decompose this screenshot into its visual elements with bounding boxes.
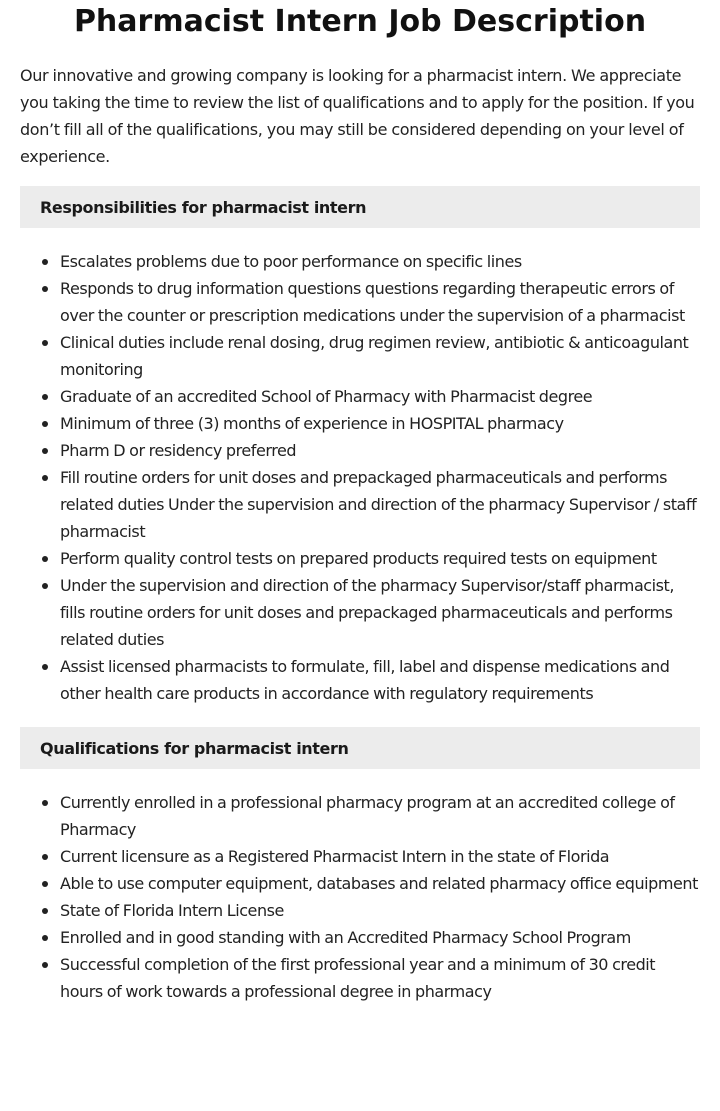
bullet-icon: [42, 935, 48, 941]
list-item-text: Able to use computer equipment, databases and related pharmacy office equipment: [60, 874, 698, 893]
responsibilities-list: [20, 248, 700, 707]
bullet-icon: [42, 448, 48, 454]
list-item-text: Perform quality control tests on prepared products required tests on equipment: [60, 549, 657, 568]
list-item: [60, 437, 700, 464]
list-item-text: Successful completion of the first professional year and a minimum of 30 credit hours of work towards a professional degree in pharmacy: [60, 955, 656, 1001]
bullet-icon: [42, 421, 48, 427]
bullet-icon: [42, 556, 48, 562]
qualifications-heading: Qualifications for pharmacist intern: [20, 727, 700, 769]
list-item-text: Fill routine orders for unit doses and prepackaged pharmaceuticals and performs related duties Under the supervision and direction of the pharmacy Supervisor / staff pharmacist: [60, 468, 697, 541]
qualifications-list: [20, 789, 700, 1005]
list-item: [60, 275, 700, 329]
list-item-text: Responds to drug information questions questions regarding therapeutic errors of over the counter or prescription medications under the supervision of a pharmacist: [60, 279, 685, 325]
list-item-text: Graduate of an accredited School of Pharmacy with Pharmacist degree: [60, 387, 593, 406]
list-item: [60, 545, 700, 572]
bullet-icon: [42, 394, 48, 400]
list-item-text: Current licensure as a Registered Pharmacist Intern in the state of Florida: [60, 847, 610, 866]
intro-paragraph: Our innovative and growing company is looking for a pharmacist intern. We appreciate you taking the time to review the list of qualifications and to apply for the position. If you don’t fill all of the qualifications, you may still be considered depending on your level of experience.: [20, 66, 695, 166]
bullet-icon: [42, 962, 48, 968]
list-item: [60, 464, 700, 545]
bullet-icon: [42, 286, 48, 292]
bullet-icon: [42, 881, 48, 887]
list-item-text: Pharm D or residency preferred: [60, 441, 297, 460]
page-title: Pharmacist Intern Job Description: [73, 4, 647, 39]
bullet-icon: [42, 908, 48, 914]
list-item: [60, 897, 700, 924]
bullet-icon: [42, 475, 48, 481]
list-item: [60, 789, 700, 843]
list-item-text: Assist licensed pharmacists to formulate, fill, label and dispense medications and other health care products in accordance with regulatory requirements: [60, 657, 670, 703]
bullet-icon: [42, 583, 48, 589]
list-item: [60, 924, 700, 951]
list-item: [60, 383, 700, 410]
list-item: [60, 410, 700, 437]
list-item-text: Currently enrolled in a professional pharmacy program at an accredited college of Pharmacy: [60, 793, 675, 839]
list-item: [60, 248, 700, 275]
bullet-icon: [42, 259, 48, 265]
bullet-icon: [42, 340, 48, 346]
list-item-text: Enrolled and in good standing with an Accredited Pharmacy School Program: [60, 928, 631, 947]
bullet-icon: [42, 854, 48, 860]
bullet-icon: [42, 664, 48, 670]
list-item: [60, 843, 700, 870]
list-item: [60, 572, 700, 653]
list-item: [60, 870, 700, 897]
list-item: [60, 951, 700, 1005]
list-item-text: Escalates problems due to poor performance on specific lines: [60, 252, 522, 271]
bullet-icon: [42, 800, 48, 806]
responsibilities-heading: Responsibilities for pharmacist intern: [20, 186, 700, 228]
list-item: [60, 653, 700, 707]
list-item-text: Clinical duties include renal dosing, drug regimen review, antibiotic & anticoagulant monitoring: [60, 333, 689, 379]
list-item: [60, 329, 700, 383]
list-item-text: Under the supervision and direction of the pharmacy Supervisor/staff pharmacist, fills routine orders for unit doses and prepackaged pharmaceuticals and performs related duties: [60, 576, 674, 649]
list-item-text: State of Florida Intern License: [60, 901, 284, 920]
list-item-text: Minimum of three (3) months of experience in HOSPITAL pharmacy: [60, 414, 564, 433]
